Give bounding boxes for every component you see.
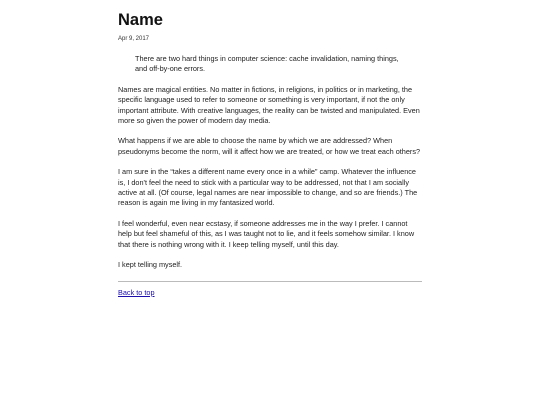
paragraph: I feel wonderful, even near ecstasy, if someone addresses me in the way I prefer. I cannot help but feel shameful of this, as I was taught not to lie, and it feels somehow similar. I know that there is nothing wrong with it. I keep telling myself, until this day.	[118, 218, 415, 249]
divider	[118, 281, 422, 282]
paragraph: I am sure in the “takes a different name every once in a while” camp. Whatever the influence is, I don't feel the need to stick with a particular way to be addressed, not that I am socially active at all. (Of course, legal names are near impossible to change, and so are friends.) The reason is again me living in my fantasized world.	[118, 167, 418, 208]
paragraph: Names are magical entities. No matter in fictions, in religions, in politics or in marketing, the specific language used to refer to someone or something is very important, if not the only important attribute. With creative languages, the reality can be twisted and manipulated. Even more so given the power of modern day media.	[118, 84, 420, 126]
article	[118, 0, 422, 300]
back-to-top-link[interactable]: Back to top	[118, 287, 155, 297]
paragraph: What happens if we are able to choose the name by which we are addressed? When pseudonyms become the norm, will it affect how we are treated, or how we treat each others?	[118, 136, 421, 156]
post-title: Name	[118, 11, 163, 29]
epigraph-quote: There are two hard things in computer science: cache invalidation, naming things, and off-by-one errors.	[135, 54, 399, 74]
paragraph: I kept telling myself.	[118, 260, 183, 270]
post-date: Apr 9, 2017	[118, 36, 150, 42]
